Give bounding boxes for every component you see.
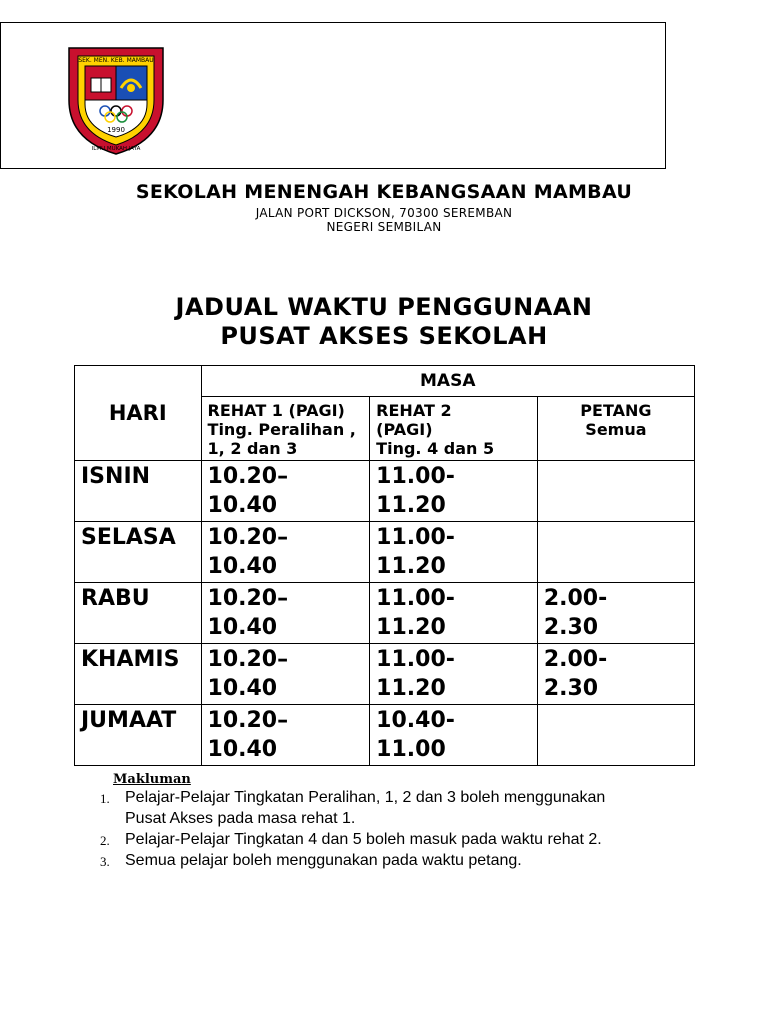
time-end: 2.30 <box>543 615 599 640</box>
time-end: 11.20 <box>376 554 446 579</box>
document-title-line-2: PUSAT AKSES SEKOLAH <box>220 322 548 350</box>
rehat1-header <box>201 397 370 461</box>
list-item <box>100 829 720 850</box>
day-cell: JUMAAT <box>75 705 202 766</box>
time-start: 10.20– <box>207 586 289 611</box>
school-name: SEKOLAH MENENGAH KEBANGSAAN MAMBAU <box>135 181 633 203</box>
rehat1-header-line: Ting. Peralihan , <box>207 420 356 439</box>
address-line-2: NEGERI SEMBILAN <box>326 220 442 234</box>
table-row <box>75 644 695 705</box>
rehat1-header-line: REHAT 1 (PAGI) <box>207 401 345 420</box>
rehat1-cell <box>201 583 370 644</box>
time-start: 10.20– <box>207 708 289 733</box>
notes-section <box>100 772 720 871</box>
rehat2-cell <box>370 583 538 644</box>
time-end: 10.40 <box>207 615 278 640</box>
petang-cell <box>537 522 694 583</box>
list-item <box>100 787 720 829</box>
time-end: 11.20 <box>376 493 446 518</box>
rehat2-cell <box>370 461 538 522</box>
table-row <box>75 705 695 766</box>
rehat2-header-line: Ting. 4 dan 5 <box>376 439 495 458</box>
document-title-line-1: JADUAL WAKTU PENGGUNAAN <box>175 293 593 321</box>
time-start: 2.00- <box>543 647 608 672</box>
list-number: 1. <box>100 791 110 806</box>
rehat2-header <box>370 397 538 461</box>
note-text: Semua pelajar boleh menggunakan pada waktu petang. <box>125 852 522 869</box>
petang-cell <box>537 583 694 644</box>
rehat2-header-line: REHAT 2 <box>376 401 452 420</box>
table-row <box>75 583 695 644</box>
rehat1-cell <box>201 644 370 705</box>
time-start: 10.40- <box>376 708 455 733</box>
list-number: 2. <box>100 833 110 848</box>
time-start: 2.00- <box>543 586 608 611</box>
list-number: 3. <box>100 854 110 869</box>
rehat2-cell <box>370 705 538 766</box>
petang-header-line: Semua <box>585 420 647 439</box>
rehat1-header-line: 1, 2 dan 3 <box>207 439 298 458</box>
table-row <box>75 461 695 522</box>
timetable <box>74 365 695 766</box>
time-end: 10.40 <box>207 737 278 762</box>
petang-header <box>537 397 694 461</box>
time-start: 11.00- <box>376 525 455 550</box>
school-crest-logo <box>61 38 171 160</box>
petang-header-line: PETANG <box>580 401 652 420</box>
time-end: 11.20 <box>376 615 446 640</box>
petang-cell <box>537 705 694 766</box>
time-start: 10.20– <box>207 464 289 489</box>
rehat2-cell <box>370 522 538 583</box>
day-cell: SELASA <box>75 522 202 583</box>
masa-header: MASA <box>201 366 694 397</box>
time-end: 10.40 <box>207 493 278 518</box>
day-cell: ISNIN <box>75 461 202 522</box>
list-item <box>100 850 720 871</box>
rehat2-cell <box>370 644 538 705</box>
table-header-row <box>75 366 695 397</box>
day-cell: KHAMIS <box>75 644 202 705</box>
time-start: 11.00- <box>376 464 455 489</box>
notes-list <box>100 787 720 871</box>
time-end: 11.00 <box>376 737 446 762</box>
rehat1-cell <box>201 461 370 522</box>
rehat1-cell <box>201 522 370 583</box>
hari-header: HARI <box>75 366 202 461</box>
time-end: 11.20 <box>376 676 446 701</box>
petang-cell <box>537 644 694 705</box>
time-start: 11.00- <box>376 647 455 672</box>
petang-cell <box>537 461 694 522</box>
crest-top-text: SEK. MEN. KEB. MAMBAU <box>78 57 154 64</box>
note-text: Pelajar-Pelajar Tingkatan 4 dan 5 boleh masuk pada waktu rehat 2. <box>125 831 602 848</box>
notes-heading: Makluman <box>113 772 191 787</box>
day-cell: RABU <box>75 583 202 644</box>
crest-year: 1990 <box>107 126 125 134</box>
time-start: 11.00- <box>376 586 455 611</box>
time-end: 10.40 <box>207 676 278 701</box>
logo-frame <box>0 22 666 169</box>
time-end: 10.40 <box>207 554 278 579</box>
time-start: 10.20– <box>207 525 289 550</box>
crest-motto: ILMU MUKAH JAYA <box>91 146 141 152</box>
rehat1-cell <box>201 705 370 766</box>
time-end: 2.30 <box>543 676 599 701</box>
address-line-1: JALAN PORT DICKSON, 70300 SEREMBAN <box>255 206 513 220</box>
note-text: Pusat Akses pada masa rehat 1. <box>125 810 356 827</box>
note-text: Pelajar-Pelajar Tingkatan Peralihan, 1, 2 dan 3 boleh menggunakan <box>125 789 606 806</box>
time-start: 10.20– <box>207 647 289 672</box>
rehat2-header-line: (PAGI) <box>376 420 433 439</box>
table-row <box>75 522 695 583</box>
